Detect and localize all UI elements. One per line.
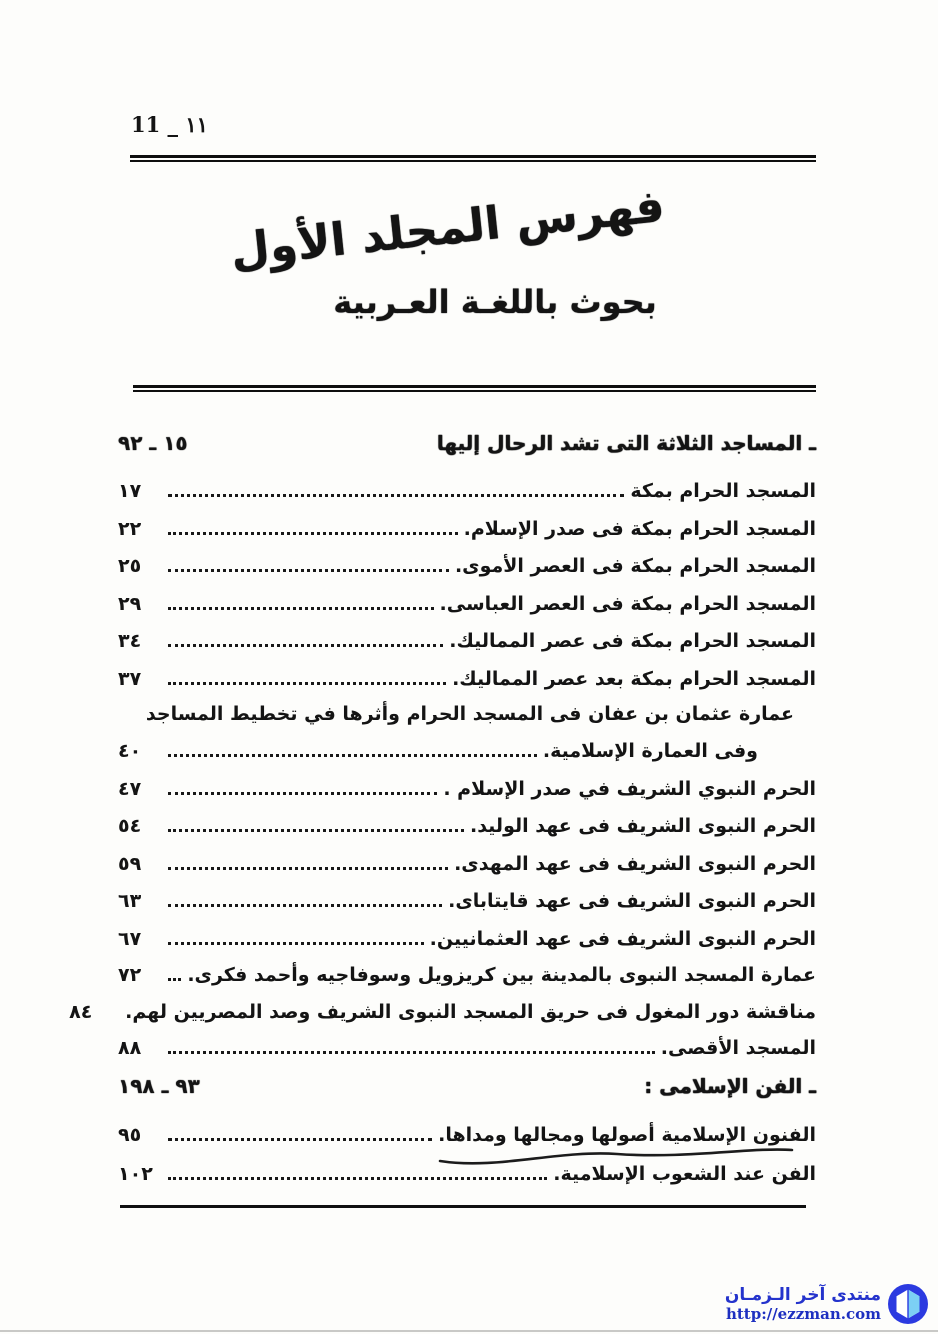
header-rule <box>133 385 816 392</box>
bottom-rule <box>120 1205 806 1208</box>
toc-entry <box>118 812 816 839</box>
dot-leader <box>168 1051 655 1054</box>
volume-subtitle: بحوث باللغـة العـربية <box>333 283 657 321</box>
entry-title: الحرم النبوى الشريف فى عهد العثمانيين. <box>429 928 816 950</box>
entry-page-number: ٢٩ <box>118 593 142 615</box>
section-heading-row <box>118 429 816 456</box>
entry-title: الحرم النبوى الشريف فى عهد قايتاباى. <box>448 890 816 912</box>
section-heading: ـ المساجد الثلاثة التى تشد الرحال إليها <box>436 431 816 455</box>
toc-entry <box>118 925 816 952</box>
entry-page-number: ٢٢ <box>118 518 142 540</box>
toc-entry-wrapped-line2 <box>118 737 816 764</box>
toc-entry <box>118 850 816 877</box>
volume-title-calligraphy: فهرس المجلد الأول <box>227 178 667 278</box>
dot-leader <box>168 867 448 870</box>
entry-page-number: ٨٨ <box>118 1037 142 1059</box>
entry-title: الحرم النبوي الشريف في صدر الإسلام . <box>443 778 816 800</box>
dot-leader <box>168 644 443 647</box>
toc-entry <box>118 1034 816 1061</box>
entry-title: وفى العمارة الإسلامية. <box>542 740 758 762</box>
entry-page-number: ٩٥ <box>118 1124 142 1146</box>
entry-title: الفنون الإسلامية أصولها ومجالها ومداها. <box>438 1124 816 1146</box>
entry-title: المسجد الحرام بمكة فى صدر الإسلام. <box>463 518 816 540</box>
entry-title: عمارة عثمان بن عفان فى المسجد الحرام وأثرها في تخطيط المساجد <box>145 703 794 725</box>
entry-title: المسجد الحرام بمكة فى العصر الأموى. <box>454 555 816 577</box>
dot-leader <box>168 494 624 497</box>
toc-entry <box>118 627 816 654</box>
section-heading-row <box>118 1072 816 1099</box>
toc-entry-wrapped-line1 <box>118 700 816 727</box>
toc-entry <box>118 477 816 504</box>
dot-leader <box>168 978 181 981</box>
toc-entry <box>118 961 816 988</box>
entry-title: عمارة المسجد النبوى بالمدينة بين كريزويل وسوفاجيه وأحمد فكرى. <box>187 964 816 986</box>
entry-page-number: ٢٥ <box>118 555 142 577</box>
toc-entry <box>118 552 816 579</box>
watermark <box>725 1284 928 1324</box>
dot-leader <box>168 569 449 572</box>
toc-entry <box>118 775 816 802</box>
entry-page-number: ٤٠ <box>118 740 142 762</box>
entry-page-number: ٣٧ <box>118 668 142 690</box>
entry-page-number: ٧٢ <box>118 964 142 986</box>
entry-page-number: ١٠٢ <box>118 1163 153 1185</box>
entry-title: المسجد الحرام بمكة بعد عصر المماليك. <box>452 668 816 690</box>
dot-leader <box>168 607 434 610</box>
entry-title: مناقشة دور المغول فى حريق المسجد النبوى الشريف وصد المصريين لهم. <box>125 1001 816 1023</box>
entry-page-number: ١٧ <box>118 480 142 502</box>
top-rule <box>130 155 816 162</box>
dot-leader <box>168 904 442 907</box>
ezzman-logo-icon <box>888 1284 928 1324</box>
toc-entry <box>118 665 816 692</box>
dot-leader <box>168 532 458 535</box>
entry-title: الحرم النبوى الشريف فى عهد المهدى. <box>454 853 816 875</box>
watermark-site-name: منتدى آخر الـزمـان <box>724 1285 881 1305</box>
entry-title: المسجد الأقصى. <box>660 1037 816 1059</box>
dot-leader <box>168 754 537 757</box>
section-heading: ـ الفن الإسلامى : <box>644 1074 816 1098</box>
entry-page-number: ٤٧ <box>118 778 142 800</box>
dot-leader <box>168 1138 432 1141</box>
toc-entry <box>118 515 816 542</box>
entry-page-number: ٥٩ <box>118 853 142 875</box>
toc-entry <box>118 1121 816 1148</box>
page-number-corner: 11 _ ١١ <box>131 112 208 137</box>
scan-edge-line <box>0 1330 938 1332</box>
entry-title: المسجد الحرام بمكة فى العصر العباسى. <box>439 593 816 615</box>
toc-entry <box>118 887 816 914</box>
dot-leader <box>168 942 424 945</box>
entry-page-number: ٨٤ <box>69 1001 93 1023</box>
section-page-range: ٩٣ ـ ١٩٨ <box>118 1074 200 1098</box>
section-page-range: ١٥ ـ ٩٢ <box>118 431 188 455</box>
dot-leader <box>168 792 437 795</box>
watermark-url: http://ezzman.com <box>725 1305 881 1323</box>
entry-page-number: ٦٣ <box>118 890 142 912</box>
dot-leader <box>168 1177 547 1180</box>
dot-leader <box>168 682 446 685</box>
entry-title: الحرم النبوى الشريف فى عهد الوليد. <box>469 815 816 837</box>
entry-title: المسجد الحرام بمكة فى عصر المماليك. <box>449 630 816 652</box>
entry-page-number: ٦٧ <box>118 928 142 950</box>
toc-entry <box>69 998 816 1025</box>
entry-title: المسجد الحرام بمكة <box>630 480 816 502</box>
toc-entry <box>118 1160 816 1187</box>
dot-leader <box>168 829 464 832</box>
entry-page-number: ٣٤ <box>118 630 142 652</box>
entry-page-number: ٥٤ <box>118 815 142 837</box>
toc-entry <box>118 590 816 617</box>
entry-title: الفن عند الشعوب الإسلامية. <box>553 1163 816 1185</box>
